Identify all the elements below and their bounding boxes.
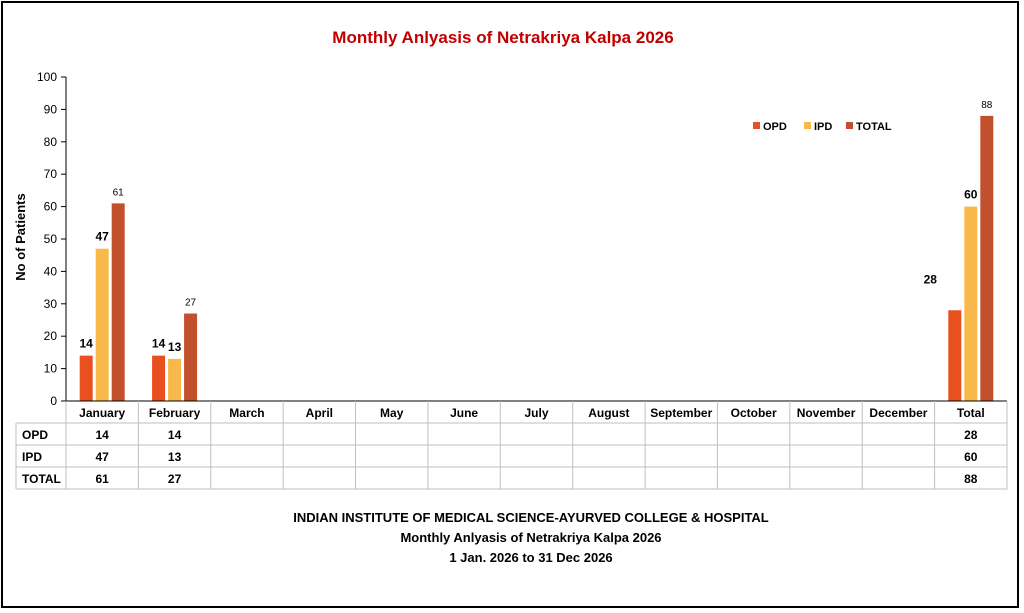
bar-total <box>112 203 125 401</box>
row-header-opd: OPD <box>22 428 49 442</box>
y-tick-label: 20 <box>43 329 57 344</box>
legend-label-opd: OPD <box>763 121 787 133</box>
category-label: January <box>79 406 126 420</box>
y-tick-label: 90 <box>43 102 57 117</box>
bar-opd <box>80 356 93 401</box>
bar-ipd <box>96 249 109 401</box>
category-label: September <box>650 406 713 420</box>
plot-area <box>37 70 993 408</box>
legend-swatch-opd <box>753 122 760 129</box>
data-label: 47 <box>95 229 109 244</box>
y-tick-label: 0 <box>50 394 57 408</box>
footer-institute: INDIAN INSTITUTE OF MEDICAL SCIENCE-AYURVED COLLEGE & HOSPITAL <box>293 510 769 525</box>
data-table <box>16 401 1007 489</box>
legend-label-total: TOTAL <box>856 121 892 133</box>
y-tick-label: 30 <box>43 296 57 311</box>
data-label: 60 <box>964 187 978 202</box>
y-tick-label: 100 <box>36 70 57 84</box>
y-tick-label: 10 <box>43 361 57 376</box>
chart-title: Monthly Anlyasis of Netrakriya Kalpa 2026 <box>332 28 674 47</box>
chart-svg <box>3 3 1021 610</box>
data-label: 61 <box>112 187 124 199</box>
data-label: 13 <box>167 339 182 354</box>
legend-label-ipd: IPD <box>814 121 833 133</box>
y-tick-label: 40 <box>43 264 57 279</box>
y-tick-label: 80 <box>43 134 57 149</box>
legend-swatch-ipd <box>804 122 811 129</box>
data-label: 14 <box>151 336 166 351</box>
category-label: November <box>796 406 856 420</box>
category-label: July <box>524 406 549 420</box>
category-label: February <box>148 406 201 420</box>
category-label: August <box>588 406 630 420</box>
category-label: June <box>450 406 479 420</box>
data-label: 28 <box>923 272 937 287</box>
table-cell: 88 <box>964 472 978 486</box>
row-header-total: TOTAL <box>22 472 61 486</box>
footer-date-range: 1 Jan. 2026 to 31 Dec 2026 <box>449 550 613 565</box>
legend-swatch-total <box>846 122 853 129</box>
table-cell: 47 <box>95 450 109 464</box>
category-label: March <box>229 406 265 420</box>
category-label: Total <box>956 406 985 420</box>
data-label: 27 <box>185 297 197 309</box>
legend <box>753 121 892 133</box>
y-tick-label: 50 <box>43 232 57 246</box>
y-tick-label: 60 <box>43 199 57 214</box>
table-cell: 27 <box>167 472 182 486</box>
bar-ipd <box>168 359 181 401</box>
table-cell: 60 <box>964 450 978 464</box>
bar-ipd <box>964 207 977 401</box>
footer-title: Monthly Anlyasis of Netrakriya Kalpa 2026 <box>400 530 662 545</box>
table-cell: 13 <box>167 450 182 464</box>
bar-opd <box>152 356 165 401</box>
y-tick-label: 70 <box>43 167 57 182</box>
data-label: 88 <box>981 99 993 111</box>
table-cell: 14 <box>95 428 109 442</box>
category-label: October <box>730 406 777 420</box>
chart-frame <box>1 1 1019 608</box>
bar-total <box>980 116 993 401</box>
row-header-ipd: IPD <box>22 450 43 464</box>
bar-opd <box>948 310 961 401</box>
category-label: December <box>869 406 928 420</box>
table-cell: 28 <box>964 428 978 442</box>
category-label: May <box>380 406 404 420</box>
table-cell: 61 <box>95 472 109 486</box>
data-label: 14 <box>79 336 93 351</box>
y-axis-label: No of Patients <box>13 193 28 281</box>
category-label: April <box>305 406 334 420</box>
table-cell: 14 <box>167 428 182 442</box>
bar-total <box>184 314 197 401</box>
